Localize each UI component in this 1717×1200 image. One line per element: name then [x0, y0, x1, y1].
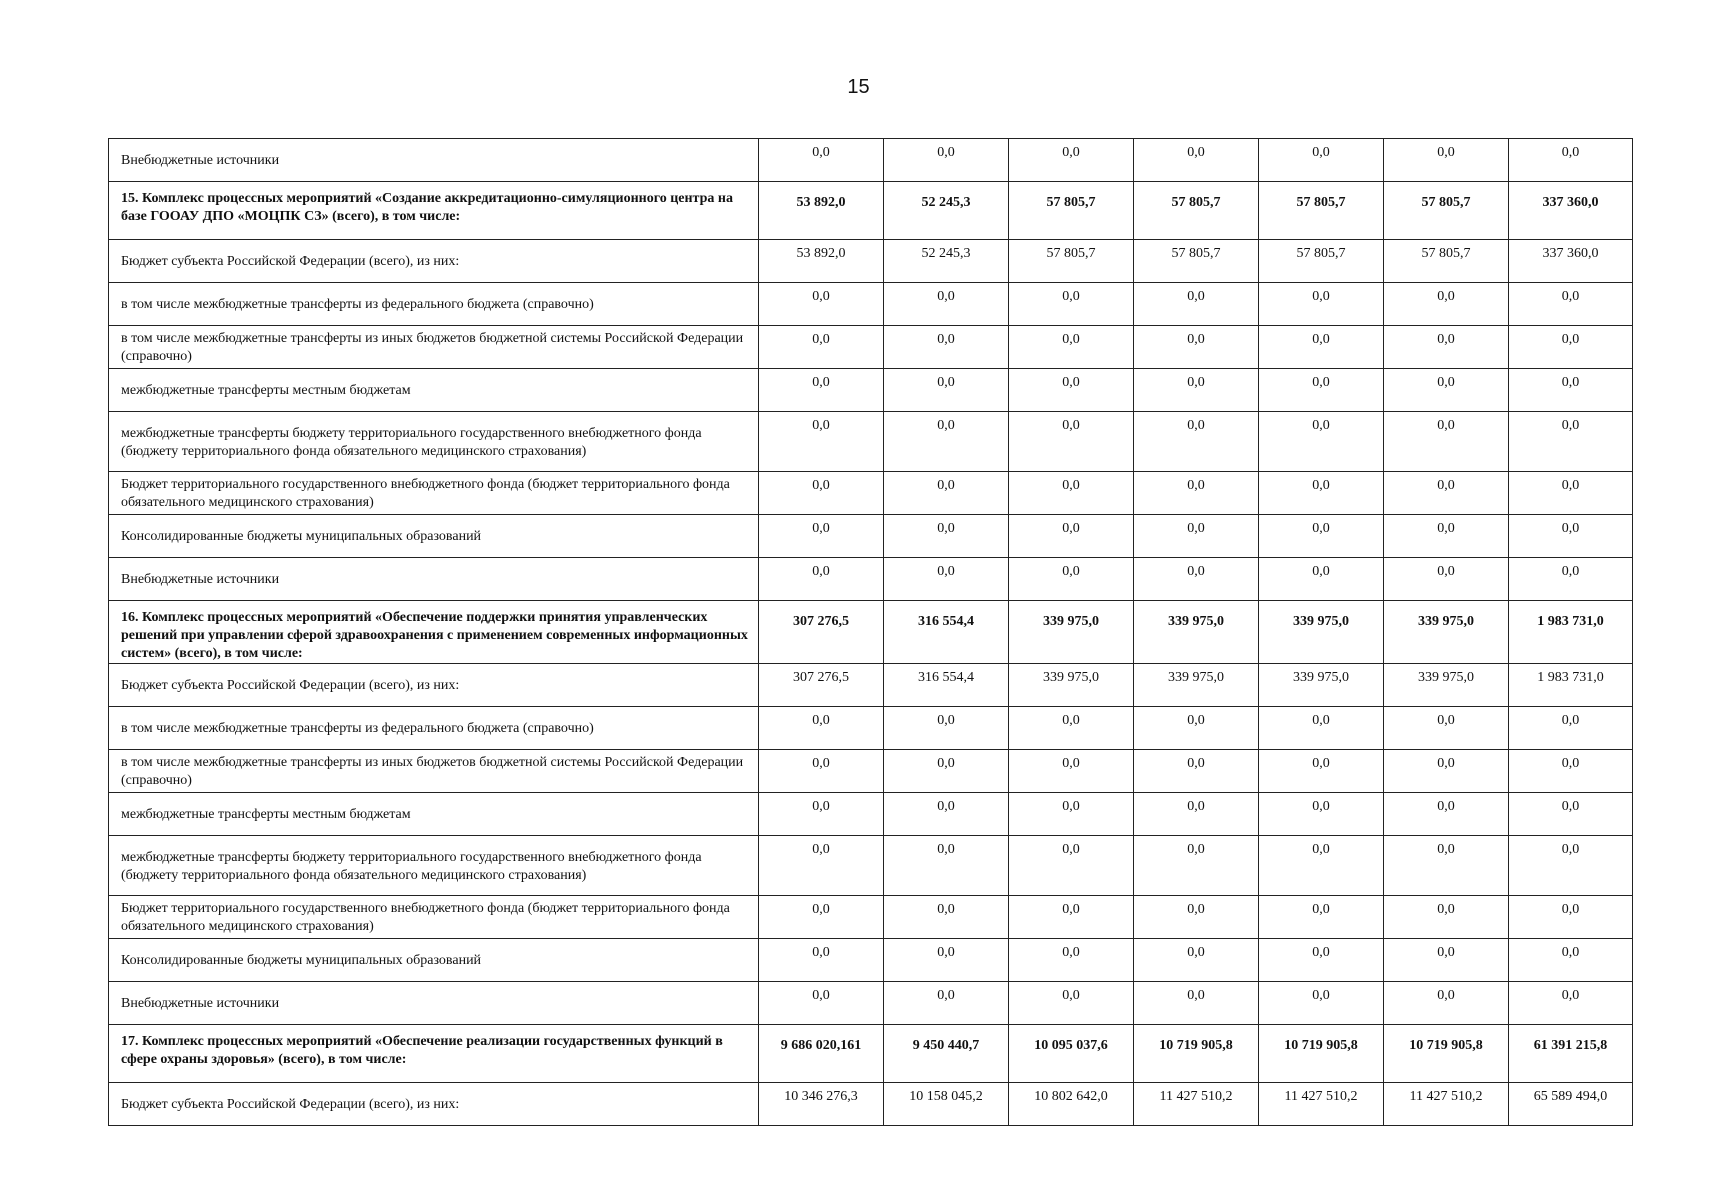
- value-cell: 53 892,0: [759, 240, 884, 283]
- table-row: [109, 240, 1633, 283]
- value-cell: 0,0: [1384, 283, 1509, 326]
- value-cell: 316 554,4: [884, 601, 1009, 664]
- value-cell: 0,0: [1384, 836, 1509, 896]
- value-cell: 9 450 440,7: [884, 1025, 1009, 1083]
- value-cell: 0,0: [1259, 982, 1384, 1025]
- value-cell: 0,0: [1134, 750, 1259, 793]
- value-cell: 0,0: [1509, 707, 1633, 750]
- value-cell: 339 975,0: [1009, 664, 1134, 707]
- row-label: в том числе межбюджетные трансферты из иных бюджетов бюджетной системы Российской Федерации (справочно): [109, 326, 759, 369]
- value-cell: 0,0: [1384, 982, 1509, 1025]
- value-cell: 57 805,7: [1134, 240, 1259, 283]
- value-cell: 0,0: [1384, 369, 1509, 412]
- value-cell: 0,0: [1259, 283, 1384, 326]
- value-cell: 10 719 905,8: [1134, 1025, 1259, 1083]
- value-cell: 0,0: [1009, 836, 1134, 896]
- value-cell: 0,0: [884, 326, 1009, 369]
- value-cell: 52 245,3: [884, 182, 1009, 240]
- value-cell: 0,0: [1384, 515, 1509, 558]
- value-cell: 0,0: [1134, 707, 1259, 750]
- value-cell: 10 158 045,2: [884, 1083, 1009, 1126]
- value-cell: 0,0: [759, 982, 884, 1025]
- value-cell: 0,0: [884, 982, 1009, 1025]
- row-label: Консолидированные бюджеты муниципальных образований: [109, 939, 759, 982]
- value-cell: 0,0: [1009, 369, 1134, 412]
- value-cell: 11 427 510,2: [1384, 1083, 1509, 1126]
- value-cell: 0,0: [1009, 472, 1134, 515]
- value-cell: 0,0: [1509, 412, 1633, 472]
- value-cell: 0,0: [1384, 707, 1509, 750]
- value-cell: 10 346 276,3: [759, 1083, 884, 1126]
- value-cell: 0,0: [1259, 750, 1384, 793]
- value-cell: 0,0: [1384, 472, 1509, 515]
- value-cell: 57 805,7: [1384, 240, 1509, 283]
- value-cell: 0,0: [884, 139, 1009, 182]
- row-label: Внебюджетные источники: [109, 558, 759, 601]
- value-cell: 0,0: [759, 836, 884, 896]
- value-cell: 57 805,7: [1259, 240, 1384, 283]
- value-cell: 0,0: [1509, 139, 1633, 182]
- value-cell: 0,0: [1134, 369, 1259, 412]
- value-cell: 0,0: [1009, 793, 1134, 836]
- value-cell: 0,0: [884, 750, 1009, 793]
- table-row: [109, 793, 1633, 836]
- value-cell: 0,0: [1259, 896, 1384, 939]
- row-label: 16. Комплекс процессных мероприятий «Обеспечение поддержки принятия управленческих решений при управлении сферой здравоохранения с применением современных информационных систем» (всего), в том числе:: [109, 601, 759, 664]
- value-cell: 1 983 731,0: [1509, 664, 1633, 707]
- value-cell: 0,0: [1134, 836, 1259, 896]
- value-cell: 0,0: [1009, 707, 1134, 750]
- value-cell: 11 427 510,2: [1134, 1083, 1259, 1126]
- value-cell: 0,0: [1259, 707, 1384, 750]
- row-label: Бюджет субъекта Российской Федерации (всего), из них:: [109, 240, 759, 283]
- row-label: в том числе межбюджетные трансферты из иных бюджетов бюджетной системы Российской Федерации (справочно): [109, 750, 759, 793]
- value-cell: 0,0: [1509, 836, 1633, 896]
- value-cell: 57 805,7: [1384, 182, 1509, 240]
- value-cell: 0,0: [1134, 982, 1259, 1025]
- value-cell: 339 975,0: [1134, 664, 1259, 707]
- row-label: Бюджет территориального государственного внебюджетного фонда (бюджет территориального фонда обязательного медицинского страхования): [109, 896, 759, 939]
- value-cell: 0,0: [1384, 750, 1509, 793]
- value-cell: 0,0: [1509, 283, 1633, 326]
- row-label: Внебюджетные источники: [109, 139, 759, 182]
- value-cell: 57 805,7: [1134, 182, 1259, 240]
- table-row: [109, 472, 1633, 515]
- value-cell: 0,0: [759, 326, 884, 369]
- table-row: [109, 558, 1633, 601]
- value-cell: 0,0: [1509, 793, 1633, 836]
- table-row: [109, 982, 1633, 1025]
- table-row: [109, 369, 1633, 412]
- value-cell: 337 360,0: [1509, 182, 1633, 240]
- value-cell: 339 975,0: [1009, 601, 1134, 664]
- value-cell: 339 975,0: [1134, 601, 1259, 664]
- value-cell: 0,0: [1134, 793, 1259, 836]
- page-number: 15: [847, 76, 870, 98]
- value-cell: 339 975,0: [1384, 664, 1509, 707]
- value-cell: 0,0: [759, 369, 884, 412]
- value-cell: 11 427 510,2: [1259, 1083, 1384, 1126]
- value-cell: 0,0: [1009, 982, 1134, 1025]
- value-cell: 339 975,0: [1259, 601, 1384, 664]
- budget-table-body: [109, 139, 1633, 1126]
- value-cell: 61 391 215,8: [1509, 1025, 1633, 1083]
- row-label: 15. Комплекс процессных мероприятий «Создание аккредитационно-симуляционного центра на базе ГООАУ ДПО «МОЦПК СЗ» (всего), в том числе:: [109, 182, 759, 240]
- value-cell: 0,0: [1259, 369, 1384, 412]
- value-cell: 0,0: [1134, 896, 1259, 939]
- value-cell: 0,0: [759, 939, 884, 982]
- value-cell: 0,0: [1134, 472, 1259, 515]
- value-cell: 0,0: [1134, 558, 1259, 601]
- value-cell: 0,0: [759, 793, 884, 836]
- table-row: [109, 1083, 1633, 1126]
- row-label: в том числе межбюджетные трансферты из федерального бюджета (справочно): [109, 283, 759, 326]
- value-cell: 0,0: [1259, 515, 1384, 558]
- value-cell: 0,0: [1384, 939, 1509, 982]
- value-cell: 0,0: [1384, 139, 1509, 182]
- row-label: 17. Комплекс процессных мероприятий «Обеспечение реализации государственных функций в сфере охраны здоровья» (всего), в том числе:: [109, 1025, 759, 1083]
- value-cell: 337 360,0: [1509, 240, 1633, 283]
- row-label: в том числе межбюджетные трансферты из федерального бюджета (справочно): [109, 707, 759, 750]
- value-cell: 10 802 642,0: [1009, 1083, 1134, 1126]
- value-cell: 307 276,5: [759, 601, 884, 664]
- value-cell: 0,0: [1009, 515, 1134, 558]
- table-row: [109, 515, 1633, 558]
- value-cell: 0,0: [1009, 326, 1134, 369]
- value-cell: 0,0: [1009, 558, 1134, 601]
- value-cell: 0,0: [1009, 939, 1134, 982]
- value-cell: 52 245,3: [884, 240, 1009, 283]
- table-row: [109, 283, 1633, 326]
- row-label: межбюджетные трансферты местным бюджетам: [109, 369, 759, 412]
- value-cell: 0,0: [1384, 326, 1509, 369]
- value-cell: 10 719 905,8: [1384, 1025, 1509, 1083]
- value-cell: 0,0: [884, 472, 1009, 515]
- value-cell: 0,0: [1134, 412, 1259, 472]
- value-cell: 0,0: [1259, 139, 1384, 182]
- value-cell: 0,0: [759, 750, 884, 793]
- budget-table: [108, 138, 1633, 1126]
- value-cell: 0,0: [1509, 750, 1633, 793]
- value-cell: 0,0: [759, 896, 884, 939]
- row-label: Внебюджетные источники: [109, 982, 759, 1025]
- table-row: [109, 707, 1633, 750]
- value-cell: 0,0: [1509, 369, 1633, 412]
- value-cell: 0,0: [759, 412, 884, 472]
- value-cell: 0,0: [759, 707, 884, 750]
- table-row: [109, 139, 1633, 182]
- value-cell: 0,0: [1384, 793, 1509, 836]
- row-label: межбюджетные трансферты бюджету территориального государственного внебюджетного фонда (бюджету территориального фонда обязательного медицинского страхования): [109, 412, 759, 472]
- table-row: [109, 939, 1633, 982]
- value-cell: 0,0: [884, 412, 1009, 472]
- table-row: [109, 896, 1633, 939]
- value-cell: 57 805,7: [1009, 240, 1134, 283]
- row-label: Консолидированные бюджеты муниципальных образований: [109, 515, 759, 558]
- value-cell: 0,0: [1134, 939, 1259, 982]
- value-cell: 0,0: [1259, 793, 1384, 836]
- value-cell: 0,0: [1009, 139, 1134, 182]
- table-row: [109, 750, 1633, 793]
- value-cell: 0,0: [1259, 836, 1384, 896]
- value-cell: 316 554,4: [884, 664, 1009, 707]
- value-cell: 0,0: [759, 515, 884, 558]
- value-cell: 0,0: [884, 836, 1009, 896]
- value-cell: 0,0: [1134, 139, 1259, 182]
- row-label: межбюджетные трансферты местным бюджетам: [109, 793, 759, 836]
- table-row: [109, 412, 1633, 472]
- value-cell: 339 975,0: [1259, 664, 1384, 707]
- value-cell: 0,0: [1384, 896, 1509, 939]
- value-cell: 307 276,5: [759, 664, 884, 707]
- value-cell: 65 589 494,0: [1509, 1083, 1633, 1126]
- value-cell: 10 719 905,8: [1259, 1025, 1384, 1083]
- row-label: межбюджетные трансферты бюджету территориального государственного внебюджетного фонда (бюджету территориального фонда обязательного медицинского страхования): [109, 836, 759, 896]
- value-cell: 0,0: [1259, 939, 1384, 982]
- value-cell: 0,0: [884, 939, 1009, 982]
- section-header-row: [109, 1025, 1633, 1083]
- value-cell: 0,0: [1009, 896, 1134, 939]
- table-row: [109, 836, 1633, 896]
- value-cell: 0,0: [1009, 750, 1134, 793]
- value-cell: 0,0: [884, 515, 1009, 558]
- value-cell: 0,0: [884, 558, 1009, 601]
- value-cell: 0,0: [884, 707, 1009, 750]
- value-cell: 0,0: [1509, 896, 1633, 939]
- value-cell: 0,0: [1009, 283, 1134, 326]
- value-cell: 0,0: [1259, 472, 1384, 515]
- value-cell: 53 892,0: [759, 182, 884, 240]
- value-cell: 0,0: [1384, 412, 1509, 472]
- value-cell: 1 983 731,0: [1509, 601, 1633, 664]
- value-cell: 0,0: [1509, 326, 1633, 369]
- value-cell: 0,0: [884, 283, 1009, 326]
- value-cell: 0,0: [1134, 283, 1259, 326]
- value-cell: 0,0: [1259, 412, 1384, 472]
- value-cell: 0,0: [1509, 939, 1633, 982]
- value-cell: 0,0: [1134, 515, 1259, 558]
- value-cell: 0,0: [1509, 515, 1633, 558]
- value-cell: 0,0: [759, 558, 884, 601]
- value-cell: 57 805,7: [1009, 182, 1134, 240]
- value-cell: 10 095 037,6: [1009, 1025, 1134, 1083]
- value-cell: 0,0: [759, 472, 884, 515]
- value-cell: 0,0: [884, 369, 1009, 412]
- section-header-row: [109, 601, 1633, 664]
- value-cell: 0,0: [1384, 558, 1509, 601]
- value-cell: 0,0: [884, 896, 1009, 939]
- row-label: Бюджет территориального государственного внебюджетного фонда (бюджет территориального фонда обязательного медицинского страхования): [109, 472, 759, 515]
- value-cell: 0,0: [1134, 326, 1259, 369]
- table-row: [109, 326, 1633, 369]
- value-cell: 57 805,7: [1259, 182, 1384, 240]
- value-cell: 0,0: [759, 139, 884, 182]
- row-label: Бюджет субъекта Российской Федерации (всего), из них:: [109, 1083, 759, 1126]
- value-cell: 0,0: [1509, 982, 1633, 1025]
- value-cell: 0,0: [1509, 558, 1633, 601]
- value-cell: 0,0: [1259, 326, 1384, 369]
- value-cell: 0,0: [1509, 472, 1633, 515]
- value-cell: 9 686 020,161: [759, 1025, 884, 1083]
- value-cell: 0,0: [759, 283, 884, 326]
- value-cell: 0,0: [1009, 412, 1134, 472]
- section-header-row: [109, 182, 1633, 240]
- table-row: [109, 664, 1633, 707]
- row-label: Бюджет субъекта Российской Федерации (всего), из них:: [109, 664, 759, 707]
- value-cell: 339 975,0: [1384, 601, 1509, 664]
- value-cell: 0,0: [884, 793, 1009, 836]
- value-cell: 0,0: [1259, 558, 1384, 601]
